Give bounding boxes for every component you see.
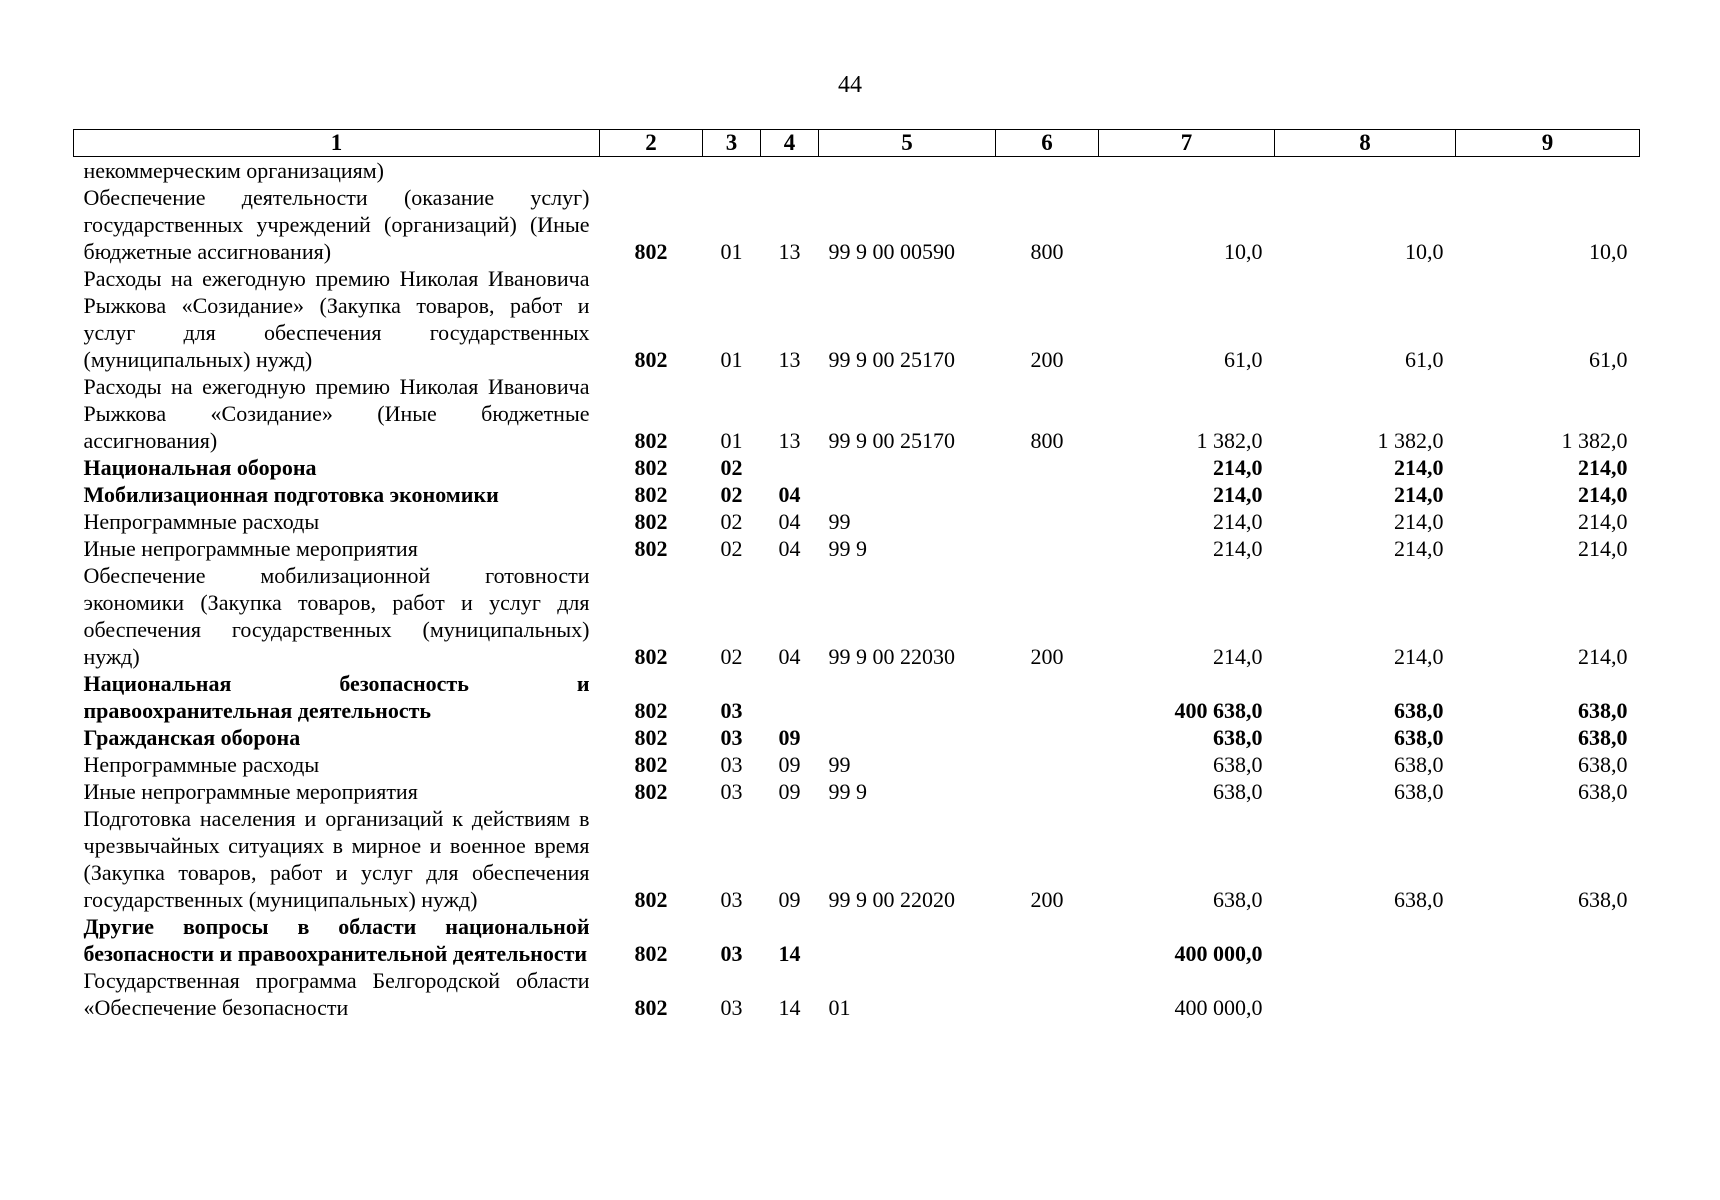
row-value-col9: 638,0 bbox=[1578, 752, 1628, 777]
row-value-col7: 214,0 bbox=[1213, 536, 1263, 561]
row-section-code: 03 bbox=[720, 752, 743, 777]
row-name: Расходы на ежегодную премию Николая Ивановича Рыжкова «Созидание» (Иные бюджетные ассигнования) bbox=[83, 374, 590, 453]
header-col-7: 7 bbox=[1099, 130, 1275, 157]
row-target-code: 99 9 00 22030 bbox=[828, 644, 955, 669]
row-name: некоммерческим организациям) bbox=[83, 158, 384, 183]
row-name: Гражданская оборона bbox=[83, 725, 301, 750]
row-value-col8: 214,0 bbox=[1394, 455, 1444, 480]
row-name: Обеспечение деятельности (оказание услуг) государственных учреждений (организаций) (Иные бюджетные ассигнования) bbox=[83, 185, 590, 264]
row-value-col7: 638,0 bbox=[1213, 779, 1263, 804]
row-expense-type bbox=[996, 778, 1099, 805]
row-name: Иные непрограммные мероприятия bbox=[83, 536, 418, 561]
row-target-code: 99 9 bbox=[828, 536, 867, 561]
row-value-col7: 400 638,0 bbox=[1174, 698, 1263, 723]
row-subsection-code: 13 bbox=[778, 239, 801, 264]
row-value-col8: 214,0 bbox=[1394, 509, 1444, 534]
row-section-code: 01 bbox=[720, 428, 743, 453]
row-value-col9 bbox=[1456, 157, 1640, 185]
row-target-code bbox=[819, 670, 996, 724]
row-admin-code: 802 bbox=[634, 536, 668, 561]
row-name: Государственная программа Белгородской области «Обеспечение безопасности bbox=[83, 968, 590, 1020]
row-admin-code: 802 bbox=[634, 995, 668, 1020]
row-value-col9: 214,0 bbox=[1578, 455, 1628, 480]
table-row bbox=[74, 751, 1640, 778]
row-admin-code: 802 bbox=[634, 752, 668, 777]
row-target-code: 99 bbox=[828, 509, 851, 534]
row-value-col9: 214,0 bbox=[1578, 482, 1628, 507]
row-admin-code: 802 bbox=[634, 347, 668, 372]
row-value-col7: 638,0 bbox=[1213, 725, 1263, 750]
row-expense-type bbox=[996, 535, 1099, 562]
row-name: Национальная безопасность и правоохранительная деятельность bbox=[83, 671, 590, 723]
row-expense-type: 200 bbox=[1030, 644, 1064, 669]
row-value-col7: 1 382,0 bbox=[1196, 428, 1263, 453]
row-value-col9: 638,0 bbox=[1578, 779, 1628, 804]
table-row bbox=[74, 481, 1640, 508]
row-section-code: 03 bbox=[720, 698, 743, 723]
header-col-3: 3 bbox=[703, 130, 761, 157]
row-value-col8 bbox=[1275, 913, 1456, 967]
row-value-col9: 214,0 bbox=[1578, 509, 1628, 534]
row-target-code: 99 9 00 22020 bbox=[828, 887, 955, 912]
row-section-code: 02 bbox=[720, 536, 743, 561]
budget-table bbox=[73, 129, 1640, 1021]
row-target-code bbox=[819, 913, 996, 967]
page-number: 44 bbox=[838, 72, 862, 98]
row-value-col8 bbox=[1275, 157, 1456, 185]
row-value-col9: 638,0 bbox=[1578, 887, 1628, 912]
row-expense-type bbox=[996, 751, 1099, 778]
table-row bbox=[74, 508, 1640, 535]
row-value-col8: 1 382,0 bbox=[1377, 428, 1444, 453]
row-target-code: 99 9 bbox=[828, 779, 867, 804]
row-target-code: 99 9 00 00590 bbox=[828, 239, 955, 264]
table-row bbox=[74, 913, 1640, 967]
row-name: Подготовка населения и организаций к действиям в чрезвычайных ситуациях в мирное и военное время (Закупка товаров, работ и услуг для обеспечения государственных (муниципальных) нужд) bbox=[83, 806, 590, 912]
header-col-2: 2 bbox=[600, 130, 703, 157]
row-subsection-code: 09 bbox=[778, 779, 801, 804]
row-subsection-code: 13 bbox=[778, 428, 801, 453]
row-subsection-code: 14 bbox=[778, 941, 801, 966]
row-subsection-code: 13 bbox=[778, 347, 801, 372]
row-section-code: 02 bbox=[720, 644, 743, 669]
table-row bbox=[74, 373, 1640, 454]
header-col-9: 9 bbox=[1456, 130, 1640, 157]
row-section-code: 03 bbox=[720, 725, 743, 750]
row-expense-type bbox=[996, 967, 1099, 1021]
row-admin-code: 802 bbox=[634, 239, 668, 264]
row-expense-type bbox=[996, 454, 1099, 481]
row-section-code: 01 bbox=[720, 239, 743, 264]
row-name: Мобилизационная подготовка экономики bbox=[83, 482, 499, 507]
row-expense-type bbox=[996, 508, 1099, 535]
row-value-col8: 214,0 bbox=[1394, 644, 1444, 669]
row-expense-type: 200 bbox=[1030, 887, 1064, 912]
row-name: Обеспечение мобилизационной готовности экономики (Закупка товаров, работ и услуг для обеспечения государственных (муниципальных) нужд) bbox=[83, 563, 590, 669]
row-subsection-code: 09 bbox=[778, 725, 801, 750]
row-name: Иные непрограммные мероприятия bbox=[83, 779, 418, 804]
row-value-col9: 214,0 bbox=[1578, 536, 1628, 561]
row-expense-type bbox=[996, 724, 1099, 751]
row-target-code bbox=[819, 454, 996, 481]
row-value-col8: 638,0 bbox=[1394, 725, 1444, 750]
header-col-4: 4 bbox=[761, 130, 819, 157]
table-header bbox=[74, 130, 1640, 157]
row-section-code: 03 bbox=[720, 995, 743, 1020]
row-value-col9: 638,0 bbox=[1578, 725, 1628, 750]
row-value-col7: 61,0 bbox=[1224, 347, 1263, 372]
row-subsection-code bbox=[761, 454, 819, 481]
row-name: Расходы на ежегодную премию Николая Ивановича Рыжкова «Созидание» (Закупка товаров, работ и услуг для обеспечения государственных (муниципальных) нужд) bbox=[83, 266, 590, 372]
row-expense-type: 800 bbox=[1030, 428, 1064, 453]
table-row bbox=[74, 157, 1640, 185]
row-name: Другие вопросы в области национальной безопасности и правоохранительной деятельности bbox=[83, 914, 590, 966]
table-body bbox=[74, 157, 1640, 1022]
header-row bbox=[74, 130, 1640, 157]
row-value-col8: 61,0 bbox=[1405, 347, 1444, 372]
row-value-col9 bbox=[1456, 913, 1640, 967]
row-subsection-code: 09 bbox=[778, 887, 801, 912]
row-section-code: 03 bbox=[720, 941, 743, 966]
row-value-col9 bbox=[1456, 967, 1640, 1021]
row-admin-code: 802 bbox=[634, 779, 668, 804]
header-col-6: 6 bbox=[996, 130, 1099, 157]
row-name: Национальная оборона bbox=[83, 455, 317, 480]
row-value-col8: 214,0 bbox=[1394, 482, 1444, 507]
row-value-col7: 214,0 bbox=[1213, 644, 1263, 669]
row-subsection-code bbox=[761, 157, 819, 185]
row-value-col8 bbox=[1275, 967, 1456, 1021]
row-value-col8: 10,0 bbox=[1405, 239, 1444, 264]
row-section-code: 03 bbox=[720, 887, 743, 912]
header-col-1: 1 bbox=[74, 130, 600, 157]
row-value-col8: 638,0 bbox=[1394, 698, 1444, 723]
table-row bbox=[74, 562, 1640, 670]
row-section-code: 02 bbox=[720, 455, 743, 480]
row-value-col9: 10,0 bbox=[1589, 239, 1628, 264]
row-target-code: 01 bbox=[828, 995, 851, 1020]
row-value-col7 bbox=[1099, 157, 1275, 185]
row-admin-code bbox=[600, 157, 703, 185]
table-row bbox=[74, 778, 1640, 805]
row-subsection-code: 04 bbox=[778, 482, 801, 507]
row-subsection-code: 04 bbox=[778, 644, 801, 669]
row-value-col8: 638,0 bbox=[1394, 779, 1444, 804]
row-expense-type bbox=[996, 913, 1099, 967]
row-value-col7: 214,0 bbox=[1213, 455, 1263, 480]
table-row bbox=[74, 184, 1640, 265]
table-row bbox=[74, 967, 1640, 1021]
row-target-code bbox=[819, 481, 996, 508]
row-admin-code: 802 bbox=[634, 941, 668, 966]
row-value-col9: 61,0 bbox=[1589, 347, 1628, 372]
row-admin-code: 802 bbox=[634, 725, 668, 750]
header-col-8: 8 bbox=[1275, 130, 1456, 157]
row-admin-code: 802 bbox=[634, 509, 668, 534]
row-subsection-code: 04 bbox=[778, 509, 801, 534]
row-section-code: 02 bbox=[720, 509, 743, 534]
row-value-col9: 638,0 bbox=[1578, 698, 1628, 723]
row-target-code bbox=[819, 157, 996, 185]
row-subsection-code: 14 bbox=[778, 995, 801, 1020]
row-value-col7: 214,0 bbox=[1213, 482, 1263, 507]
row-name: Непрограммные расходы bbox=[83, 752, 320, 777]
row-value-col7: 638,0 bbox=[1213, 752, 1263, 777]
row-value-col7: 400 000,0 bbox=[1174, 941, 1263, 966]
row-expense-type: 800 bbox=[1030, 239, 1064, 264]
row-section-code bbox=[703, 157, 761, 185]
row-value-col8: 638,0 bbox=[1394, 752, 1444, 777]
row-expense-type bbox=[996, 670, 1099, 724]
row-value-col8: 214,0 bbox=[1394, 536, 1444, 561]
row-target-code: 99 9 00 25170 bbox=[828, 428, 955, 453]
row-value-col9: 214,0 bbox=[1578, 644, 1628, 669]
row-value-col9: 1 382,0 bbox=[1561, 428, 1628, 453]
row-admin-code: 802 bbox=[634, 428, 668, 453]
table-row bbox=[74, 805, 1640, 913]
table-row bbox=[74, 535, 1640, 562]
row-admin-code: 802 bbox=[634, 698, 668, 723]
row-value-col7: 638,0 bbox=[1213, 887, 1263, 912]
row-expense-type: 200 bbox=[1030, 347, 1064, 372]
row-target-code: 99 9 00 25170 bbox=[828, 347, 955, 372]
table-row bbox=[74, 670, 1640, 724]
row-subsection-code: 09 bbox=[778, 752, 801, 777]
row-admin-code: 802 bbox=[634, 887, 668, 912]
table-row bbox=[74, 265, 1640, 373]
row-section-code: 03 bbox=[720, 779, 743, 804]
header-col-5: 5 bbox=[819, 130, 996, 157]
row-section-code: 01 bbox=[720, 347, 743, 372]
row-name: Непрограммные расходы bbox=[83, 509, 320, 534]
row-admin-code: 802 bbox=[634, 644, 668, 669]
row-expense-type bbox=[996, 481, 1099, 508]
row-target-code: 99 bbox=[828, 752, 851, 777]
row-target-code bbox=[819, 724, 996, 751]
row-value-col8: 638,0 bbox=[1394, 887, 1444, 912]
row-section-code: 02 bbox=[720, 482, 743, 507]
row-value-col7: 10,0 bbox=[1224, 239, 1263, 264]
row-expense-type bbox=[996, 157, 1099, 185]
row-admin-code: 802 bbox=[634, 455, 668, 480]
row-subsection-code: 04 bbox=[778, 536, 801, 561]
row-value-col7: 214,0 bbox=[1213, 509, 1263, 534]
table-row bbox=[74, 454, 1640, 481]
table-row bbox=[74, 724, 1640, 751]
row-value-col7: 400 000,0 bbox=[1174, 995, 1263, 1020]
row-subsection-code bbox=[761, 670, 819, 724]
row-admin-code: 802 bbox=[634, 482, 668, 507]
